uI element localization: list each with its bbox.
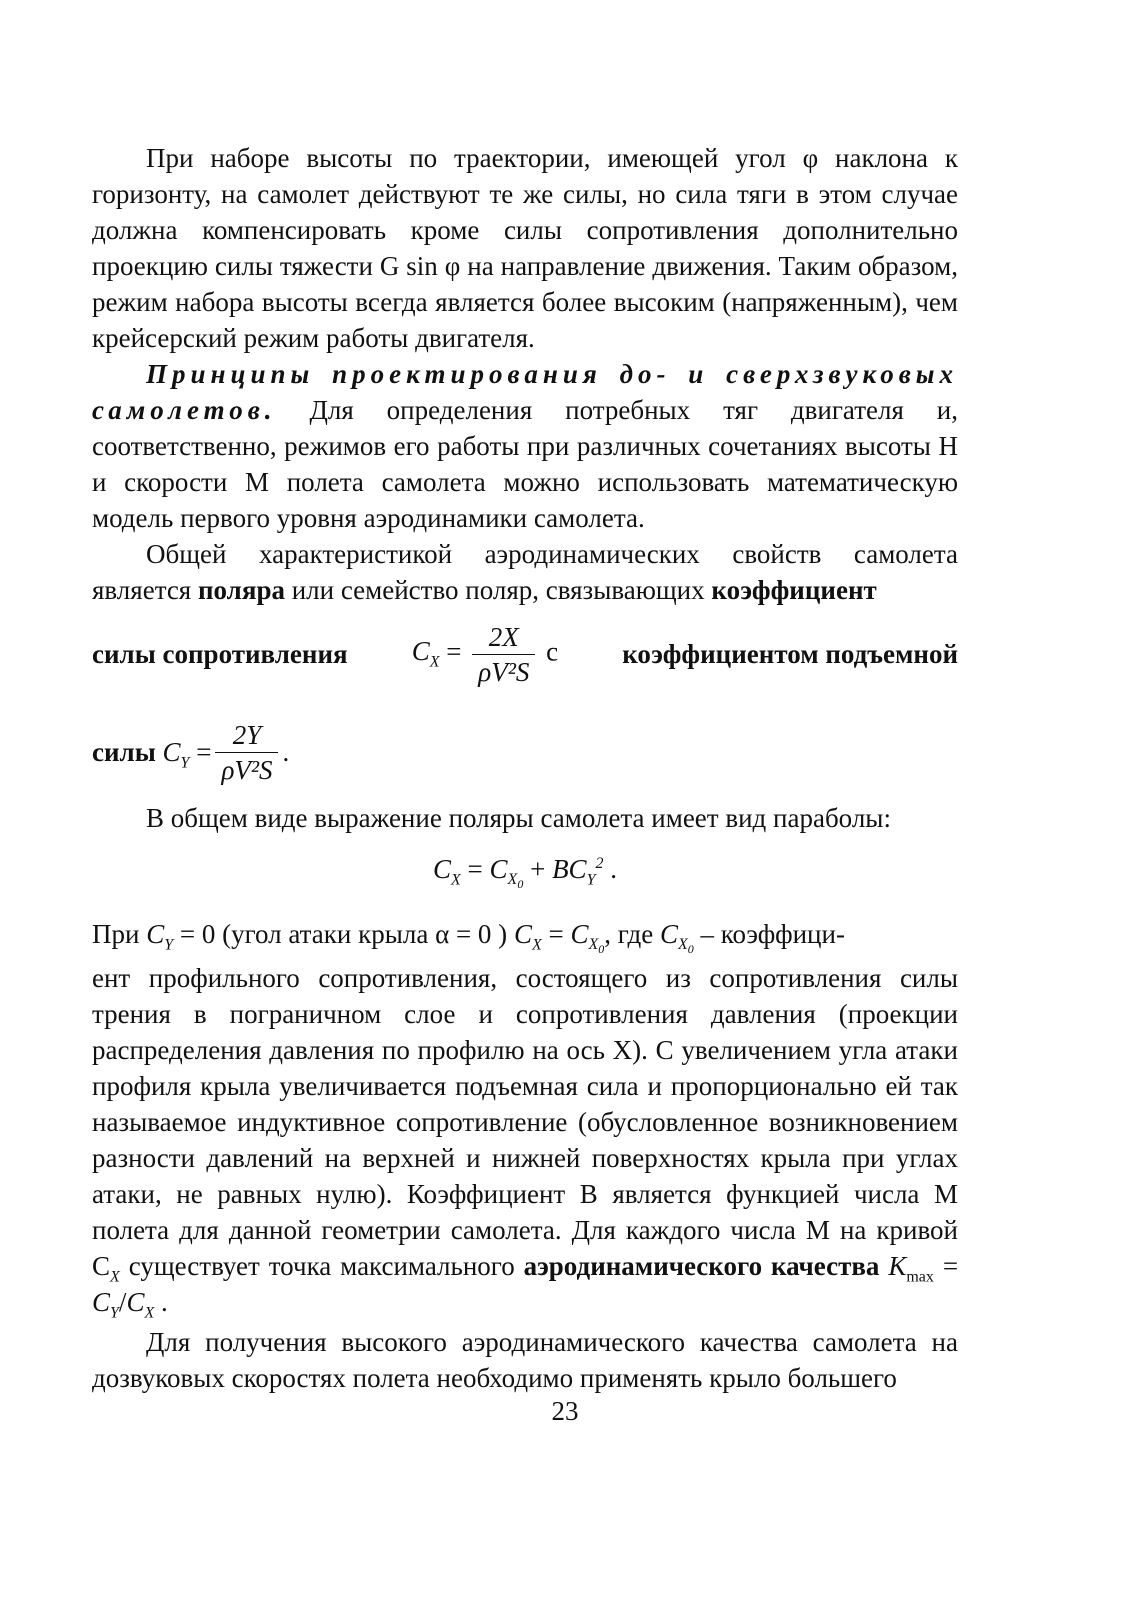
paragraph-profile-drag: ент профильного сопротивления, состоящего из сопротивления силы трения в пограничном слое и сопротивления давления (проекции распределения давления по профилю на ось X). С увеличением угла атаки профиля крыла увеличивается подъемная сила и пропорционально ей так называемое индуктивное сопротивление (обусловленное возникновением разности давлений на верхней и нижней поверхностях крыла при углах атаки, не равных нулю). Коэффициент B является функцией числа M полета для данной геометрии самолета. Для каждого числа M на кривой $C_X$ существует точка максимального аэродинамического качества $K_{max} = C_Y/C_X$ . [92,963,959,1322]
section-heading: Принципы проектирования до- и сверхзвуковых самолетов. [92,359,958,425]
page-body [92,140,958,1396]
paragraph-climb: При наборе высоты по траектории, имеющей угол φ наклона к горизонту, на самолет действуют те же силы, но сила тяги в этом случае должна компенсировать кроме силы сопротивления дополнительно проекцию силы тяжести G sin φ на направление движения. Таким образом, режим набора высоты всегда является более высоким (напряженным), чем крейсерский режим работы двигателя. [92,143,958,353]
formula-polar-parabola: $C_X = C_{X_0} + BC_Y^2$ . [433,854,617,892]
page-number: 23 [551,1396,579,1426]
paragraph-subsonic: Для получения высокого аэродинамического качества самолета на дозвуковых скоростях полета необходимо применять крыло большего [92,1327,958,1393]
formula-lift-coefficient: силы $C_Y$ = $\frac{2Y}{\text{ρV²S}}$ . [92,719,290,785]
paragraph-profile-drag-first-line: При $C_Y = 0$ (угол атаки крыла α = 0 ) $C_X = C_{X_0}$, где $C_{X_0}$ – коэффици- [92,919,845,957]
paragraph-design-principles: Принципы проектирования до- и сверхзвуковых самолетов. Для определения потребных тяг двигателя и, соответственно, режимов его работы при различных сочетаниях высоты H и скорости M полета самолета можно использовать математическую модель первого уровня аэродинамики самолета. [92,359,958,533]
term-polar: поляра [197,575,285,605]
formula-drag-coefficient: силы сопротивления $C_X$ = $\frac{2X}{\text{ρV²S}}$ с коэффициентом подъемной [92,621,958,687]
paragraph-parabola: В общем виде выражение поляры самолета имеет вид параболы: [146,803,891,833]
paragraph-polar: Общей характеристикой аэродинамических свойств самолета является поляра или семейство поляр, связывающих коэффициент [92,539,958,605]
